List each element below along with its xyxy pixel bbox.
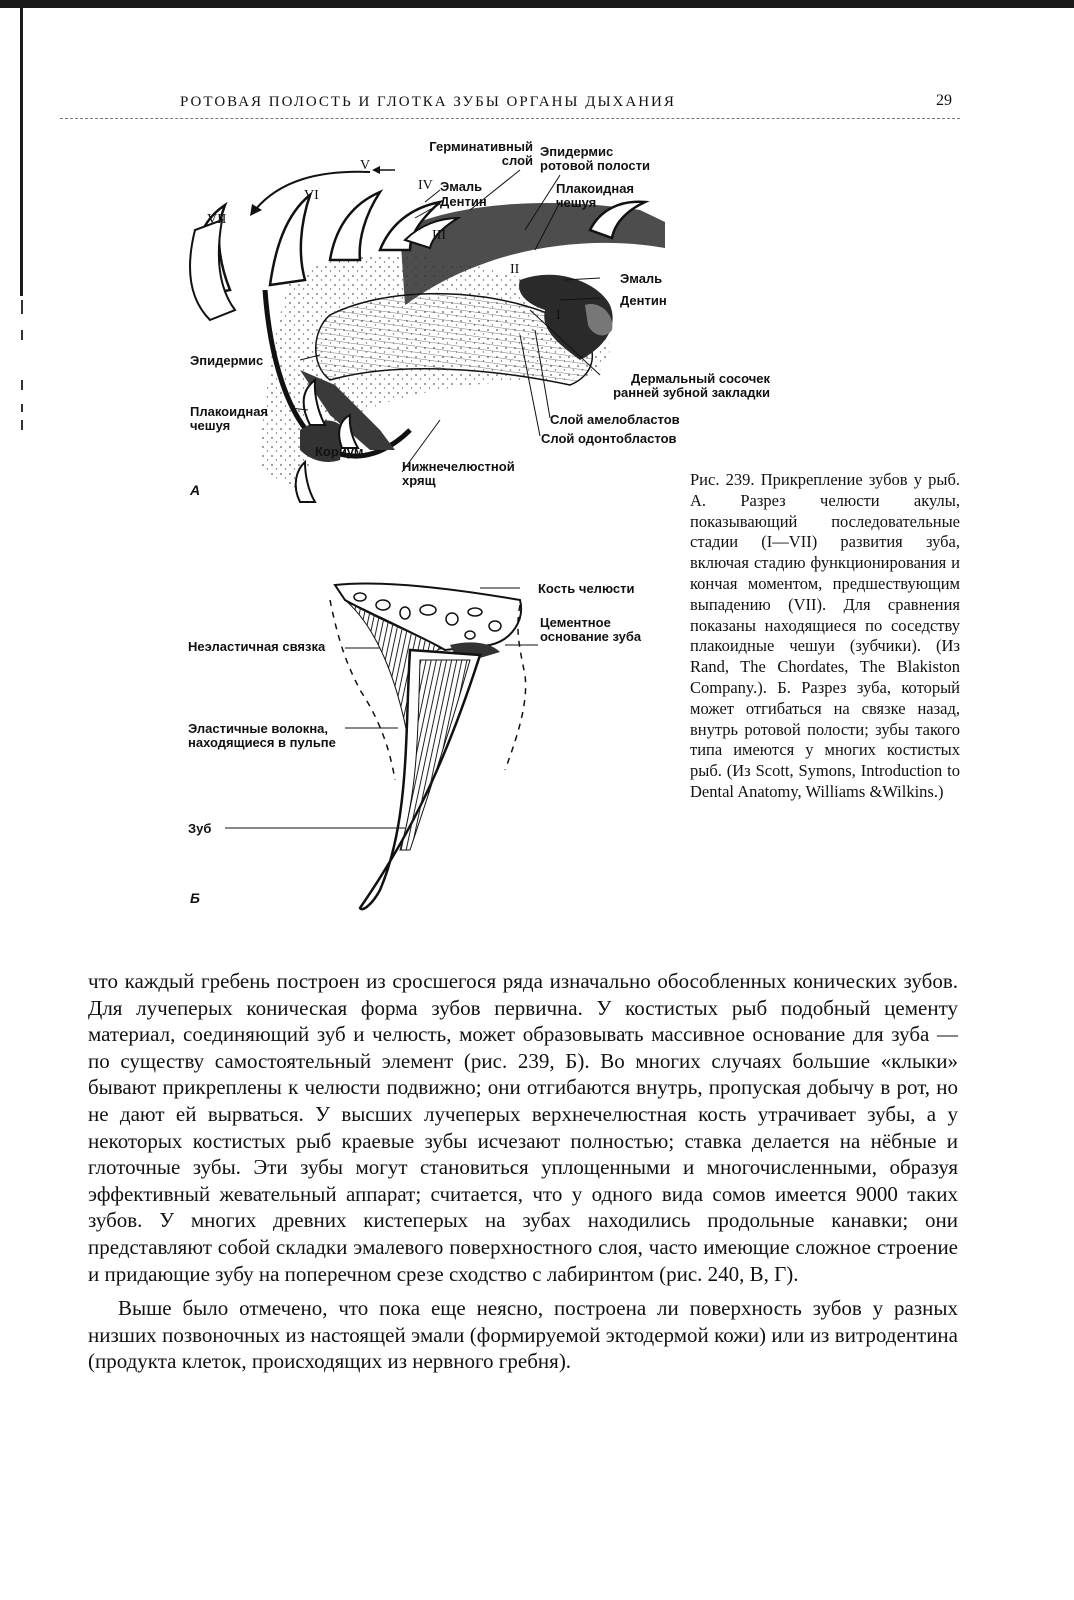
stage-label: III bbox=[432, 228, 446, 243]
paragraph: Выше было отмечено, что пока еще неясно, построена ли поверхность зубов у разных низших позвоночных из настоящей эмали (формируемой эктодермой кожи) или из витродентина (продукта клеток, происходящих из нервного гребня). bbox=[88, 1296, 958, 1374]
label-mandibular-cartilage: Нижнечелюстной хрящ bbox=[402, 459, 515, 488]
label-enamel-top: Эмаль bbox=[440, 179, 483, 194]
figure-caption: Рис. 239. Прикрепление зубов у рыб. А. Разрез челюсти акулы, показывающий последовательные стадии (I—VII) развития зуба, включая стадию функционирования и кончая моментом, предшествующим выпадению (VII). Для сравнения показаны находящиеся по соседству плакоидные чешуи (зубчики). (Из Rand, The Chordates, The Blakiston Company.). Б. Разрез зуба, который может отгибаться на связке назад, внутрь ротовой полости; зубы такого типа имеются у многих костистых рыб. (Из Scott, Symons, Introduction to Dental Anatomy, Williams &Wilkins.) bbox=[690, 470, 960, 801]
label-ameloblast-layer: Слой амелобластов bbox=[550, 412, 680, 427]
header-rule bbox=[60, 118, 960, 119]
label-cement-base: Цементное основание зуба bbox=[540, 615, 642, 644]
label-placoid-scale-top: Плакоидная чешуя bbox=[556, 181, 635, 210]
label-corium: Кориум bbox=[315, 444, 364, 459]
label-jaw-bone: Кость челюсти bbox=[538, 581, 635, 596]
label-epidermis: Эпидермис bbox=[190, 353, 264, 368]
stage-label: II bbox=[510, 262, 520, 277]
label-dentin-top: Дентин bbox=[440, 194, 487, 209]
stage-label: I bbox=[556, 308, 561, 323]
panel-letter-b: Б bbox=[190, 890, 200, 906]
label-dentin-right: Дентин bbox=[620, 293, 667, 308]
stage-label: V bbox=[360, 158, 371, 173]
label-dermal-papilla: Дермальный сосочек ранней зубной закладки bbox=[613, 371, 770, 400]
label-odontoblast-layer: Слой одонтобластов bbox=[541, 431, 677, 446]
panel-a-drawing bbox=[190, 166, 665, 502]
label-oral-epidermis: Эпидермис ротовой полости bbox=[540, 144, 650, 173]
label-tooth: Зуб bbox=[188, 821, 212, 836]
panel-letter-a: А bbox=[190, 482, 201, 498]
scan-edge-top bbox=[0, 0, 1074, 8]
running-head: РОТОВАЯ ПОЛОСТЬ И ГЛОТКА ЗУБЫ ОРГАНЫ ДЫХАНИЯ bbox=[180, 94, 676, 110]
label-enamel-right: Эмаль bbox=[620, 271, 663, 286]
stage-label: VII bbox=[207, 212, 227, 227]
label-inelastic-ligament: Неэластичная связка bbox=[188, 639, 326, 654]
label-germinative-layer: Герминативный слой bbox=[429, 139, 533, 168]
stage-label: IV bbox=[418, 178, 433, 193]
paragraph: что каждый гребень построен из сросшегося ряда изначально обособленных конических зубов. Для лучеперых коническая форма зубов первична. У костистых рыб подобный цементу материал, соединяющий зуб и челюсть, может образовывать массивное основание для зуба — по существу самостоятельный элемент (рис. 239, Б). Во многих случаях большие «клыки» бывают прикреплены к челюсти подвижно; они отгибаются внутрь, пропуская добычу в рот, но не дают ей вырваться. У высших лучеперых верхнечелюстная кость утрачивает зубы, а у некоторых костистых рыб краевые зубы исчезают полностью; ставка делается на нёбные и глоточные зубы. Эти зубы могут становиться уплощенными и многочисленными, образуя эффективный жевательный аппарат; считается, что у одного вида сомов имеется 9000 таких зубов. У многих древних кистеперых на зубах находились продольные канавки; они представляют собой складки эмалевого поверхностного слоя, часто имеющие сложное строение и придающие зубу на поперечном срезе сходство с лабиринтом (рис. 240, В, Г). bbox=[88, 969, 958, 1286]
body-text bbox=[88, 968, 958, 1375]
label-elastic-fibers: Эластичные волокна, находящиеся в пульпе bbox=[188, 721, 336, 750]
label-placoid-scale-left: Плакоидная чешуя bbox=[190, 404, 269, 433]
page-number: 29 bbox=[936, 92, 952, 109]
stage-label: VI bbox=[304, 188, 319, 203]
